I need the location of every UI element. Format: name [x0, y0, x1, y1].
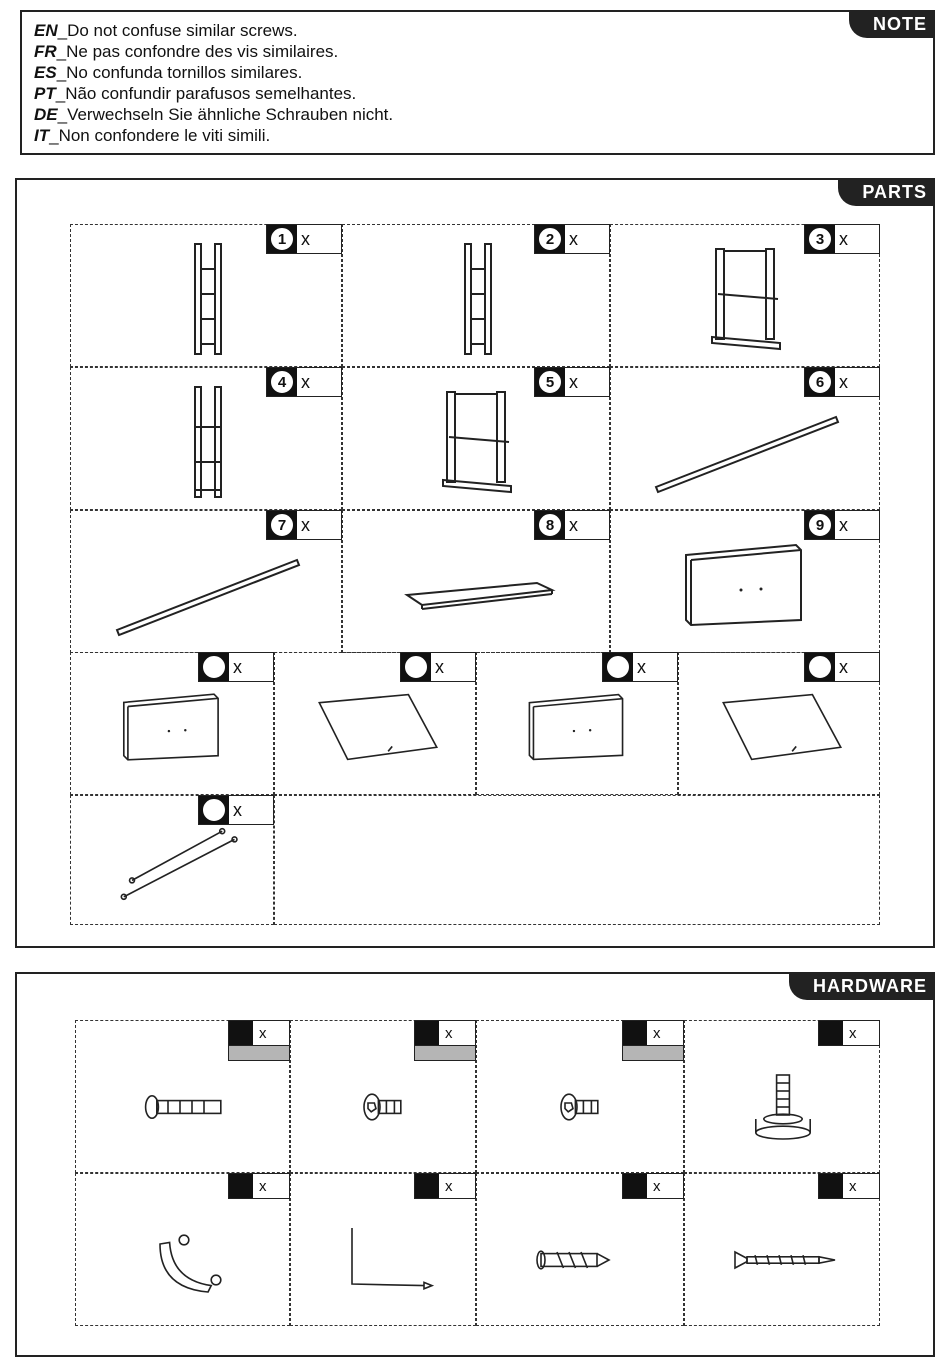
part-qty-x: x	[569, 228, 578, 249]
hardware-qty-x: x	[849, 1024, 857, 1042]
hardware-qty-badge	[622, 1173, 684, 1199]
hardware-qty-x: x	[259, 1024, 267, 1042]
part-number-label: 2	[539, 228, 561, 250]
part-number-label: 8	[539, 514, 561, 536]
hardware-cell	[75, 1173, 290, 1326]
part-qty-x: x	[839, 371, 848, 392]
note-line-de: DE_Verwechseln Sie ähnliche Schrauben nicht.	[34, 105, 394, 124]
shelf-board-icon	[377, 525, 577, 645]
hardware-code-box	[819, 1021, 843, 1045]
hardware-qty-badge	[414, 1173, 476, 1199]
part-number-label: 6	[809, 371, 831, 393]
note-line-es: ES_No confunda tornillos similares.	[34, 63, 303, 82]
hardware-cell	[684, 1173, 880, 1326]
hardware-label-bar	[623, 1045, 683, 1060]
note-box	[20, 10, 935, 155]
hardware-label-bar	[229, 1045, 289, 1060]
hardware-code-box	[623, 1174, 647, 1198]
long-rail-icon	[646, 382, 846, 502]
hardware-qty-badge	[622, 1020, 684, 1061]
part-number-label: 9	[809, 514, 831, 536]
part-cell	[70, 224, 342, 367]
part-cell	[274, 652, 476, 795]
part-qty-x: x	[301, 371, 310, 392]
hardware-code-box	[415, 1021, 439, 1045]
note-line-en: EN_Do not confuse similar screws.	[34, 21, 298, 40]
part-qty-x: x	[839, 656, 848, 677]
hardware-label-bar	[415, 1045, 475, 1060]
part-qty-x: x	[233, 799, 242, 820]
hardware-code-box	[623, 1021, 647, 1045]
hardware-qty-badge	[228, 1173, 290, 1199]
part-cell	[70, 795, 274, 925]
hardware-cell	[476, 1173, 684, 1326]
part-qty-x: x	[233, 656, 242, 677]
part-number-label: 7	[271, 514, 293, 536]
part-qty-x: x	[301, 514, 310, 535]
part-cell	[610, 367, 880, 510]
part-cell	[70, 367, 342, 510]
ladder-frame-icon	[377, 239, 577, 359]
hardware-code-box	[415, 1174, 439, 1198]
part-qty-x: x	[569, 514, 578, 535]
wall-anchor-icon	[501, 1212, 661, 1308]
panel-icon	[91, 667, 255, 787]
side-frame-icon	[107, 382, 307, 502]
part-cell	[342, 224, 610, 367]
part-qty-x: x	[301, 228, 310, 249]
part-qty-x: x	[839, 228, 848, 249]
hardware-qty-x: x	[259, 1177, 267, 1195]
cross-brace-icon	[91, 804, 255, 924]
part-cell	[678, 652, 880, 795]
hardware-code-box	[229, 1021, 253, 1045]
ladder-frame-icon	[107, 239, 307, 359]
hardware-tag: HARDWARE	[789, 972, 935, 1000]
panel-icon	[646, 525, 846, 645]
parts-empty-area	[274, 795, 880, 925]
note-line-it: IT_Non confondere le viti simili.	[34, 126, 271, 145]
note-line-fr: FR_Ne pas confondre des vis similaires.	[34, 42, 339, 61]
hardware-qty-badge	[414, 1020, 476, 1061]
long-bolt-icon	[104, 1059, 264, 1155]
part-cell	[342, 510, 610, 653]
note-tag: NOTE	[849, 10, 935, 38]
flat-board-icon	[699, 667, 861, 787]
hardware-qty-x: x	[445, 1177, 453, 1195]
part-qty-x: x	[637, 656, 646, 677]
part-cell	[476, 652, 678, 795]
part-cell	[342, 367, 610, 510]
wood-screw-icon	[703, 1212, 863, 1308]
hardware-cell	[75, 1020, 290, 1173]
part-number-label: 3	[809, 228, 831, 250]
part-number-label: 4	[271, 371, 293, 393]
frame-with-shelf-icon	[646, 239, 846, 359]
part-qty-x: x	[435, 656, 444, 677]
flat-board-icon	[295, 667, 457, 787]
hardware-qty-x: x	[653, 1024, 661, 1042]
note-lines	[34, 20, 393, 146]
short-bolt-icon	[501, 1059, 661, 1155]
hardware-cell	[684, 1020, 880, 1173]
leveling-foot-icon	[703, 1059, 863, 1155]
hardware-cell	[290, 1020, 476, 1173]
part-cell	[70, 652, 274, 795]
hardware-qty-badge	[818, 1020, 880, 1046]
note-line-pt: PT_Não confundir parafusos semelhantes.	[34, 84, 357, 103]
part-qty-x: x	[839, 514, 848, 535]
hardware-qty-x: x	[849, 1177, 857, 1195]
hardware-qty-badge	[228, 1020, 290, 1061]
panel-icon	[497, 667, 659, 787]
hardware-cell	[476, 1020, 684, 1173]
hardware-qty-badge	[818, 1173, 880, 1199]
part-cell	[70, 510, 342, 653]
part-cell	[610, 224, 880, 367]
part-cell	[610, 510, 880, 653]
parts-tag: PARTS	[838, 178, 935, 206]
hardware-code-box	[819, 1174, 843, 1198]
hardware-qty-x: x	[653, 1177, 661, 1195]
part-number-label: 1	[271, 228, 293, 250]
hardware-qty-x: x	[445, 1024, 453, 1042]
short-bolt-icon	[304, 1059, 464, 1155]
allen-key-icon	[304, 1212, 464, 1308]
frame-with-shelf-icon	[377, 382, 577, 502]
hardware-cell	[290, 1173, 476, 1326]
handle-icon	[104, 1212, 264, 1308]
long-rail-icon	[107, 525, 307, 645]
part-qty-x: x	[569, 371, 578, 392]
part-number-label: 5	[539, 371, 561, 393]
hardware-code-box	[229, 1174, 253, 1198]
